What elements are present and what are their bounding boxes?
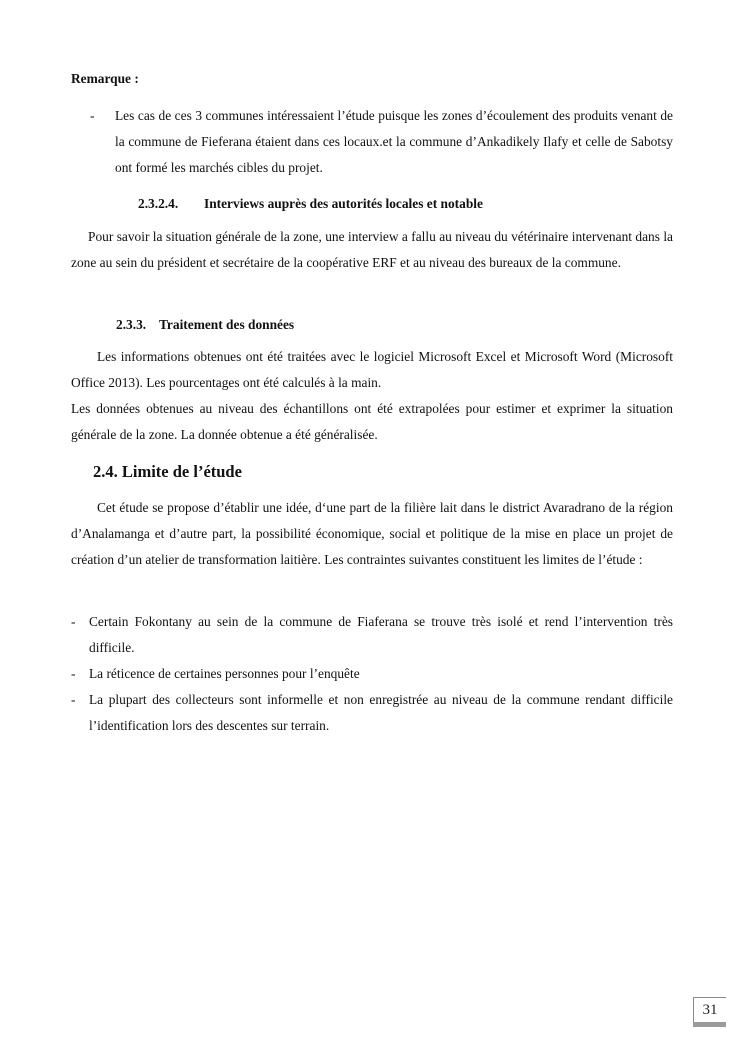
list-item: [71, 661, 673, 687]
paragraph-traitement-1: Les informations obtenues ont été traitées avec le logiciel Microsoft Excel et Microsoft Word (Microsoft Office 2013). Les pourcentages ont été calculés à la main.: [71, 349, 673, 390]
list-item-text: La réticence de certaines personnes pour l’enquête: [89, 666, 360, 681]
list-item: [71, 687, 673, 739]
page-number-bar: [693, 1022, 726, 1027]
heading-title: Interviews auprès des autorités locales et notable: [204, 196, 483, 211]
bullet-dash: -: [90, 108, 95, 123]
paragraph-traitement-2: Les données obtenues au niveau des échantillons ont été extrapolées pour estimer et exprimer la situation générale de la zone. La donnée obtenue a été généralisée.: [71, 401, 673, 442]
list-dash: -: [71, 614, 76, 629]
limits-list: [71, 609, 673, 739]
page-number: 31: [693, 997, 726, 1022]
remarque-bullet: [90, 103, 673, 181]
heading-title: Traitement des données: [159, 317, 295, 332]
heading-number: 2.3.2.4.: [138, 196, 179, 211]
paragraph-limite-text: Cet étude se propose d’établir une idée, d‘une part de la filière lait dans le district Avaradrano de la région d’Analamanga et d’autre part, la possibilité économique, social et politique de la mise en place un projet de création d’un atelier de transformation laitière. Les contraintes suivantes constituent les limites de l’étude :: [71, 500, 673, 567]
heading-2-3-2-4: [138, 191, 658, 217]
list-dash: -: [71, 666, 76, 681]
remarque-bullet-text: Les cas de ces 3 communes intéressaient l’étude puisque les zones d’écoulement des produits venant de la commune de Fieferana étaient dans ces locaux.et la commune d’Ankadikely Ilafy et celle de Sabotsy ont formé les marchés cibles du projet.: [115, 108, 673, 175]
list-item: [71, 609, 673, 661]
list-dash: -: [71, 692, 76, 707]
heading-2-3-3: [116, 312, 516, 338]
list-item-text: Certain Fokontany au sein de la commune de Fiaferana se trouve très isolé et rend l’intervention très difficile.: [89, 614, 673, 655]
heading-number: 2.3.3.: [116, 317, 147, 332]
paragraph-interviews: Pour savoir la situation générale de la zone, une interview a fallu au niveau du vétérinaire intervenant dans la zone au sein du président et secrétaire de la coopérative ERF et au niveau des bureaux de la commune.: [71, 229, 673, 270]
paragraph-limite: [71, 495, 673, 573]
heading-2-4: 2.4. Limite de l’étude: [93, 462, 242, 481]
paragraph-traitement: [71, 344, 673, 448]
remarque-title: Remarque :: [71, 71, 139, 86]
list-item-text: La plupart des collecteurs sont informelle et non enregistrée au niveau de la commune rendant difficile l’identification lors des descentes sur terrain.: [89, 692, 673, 733]
